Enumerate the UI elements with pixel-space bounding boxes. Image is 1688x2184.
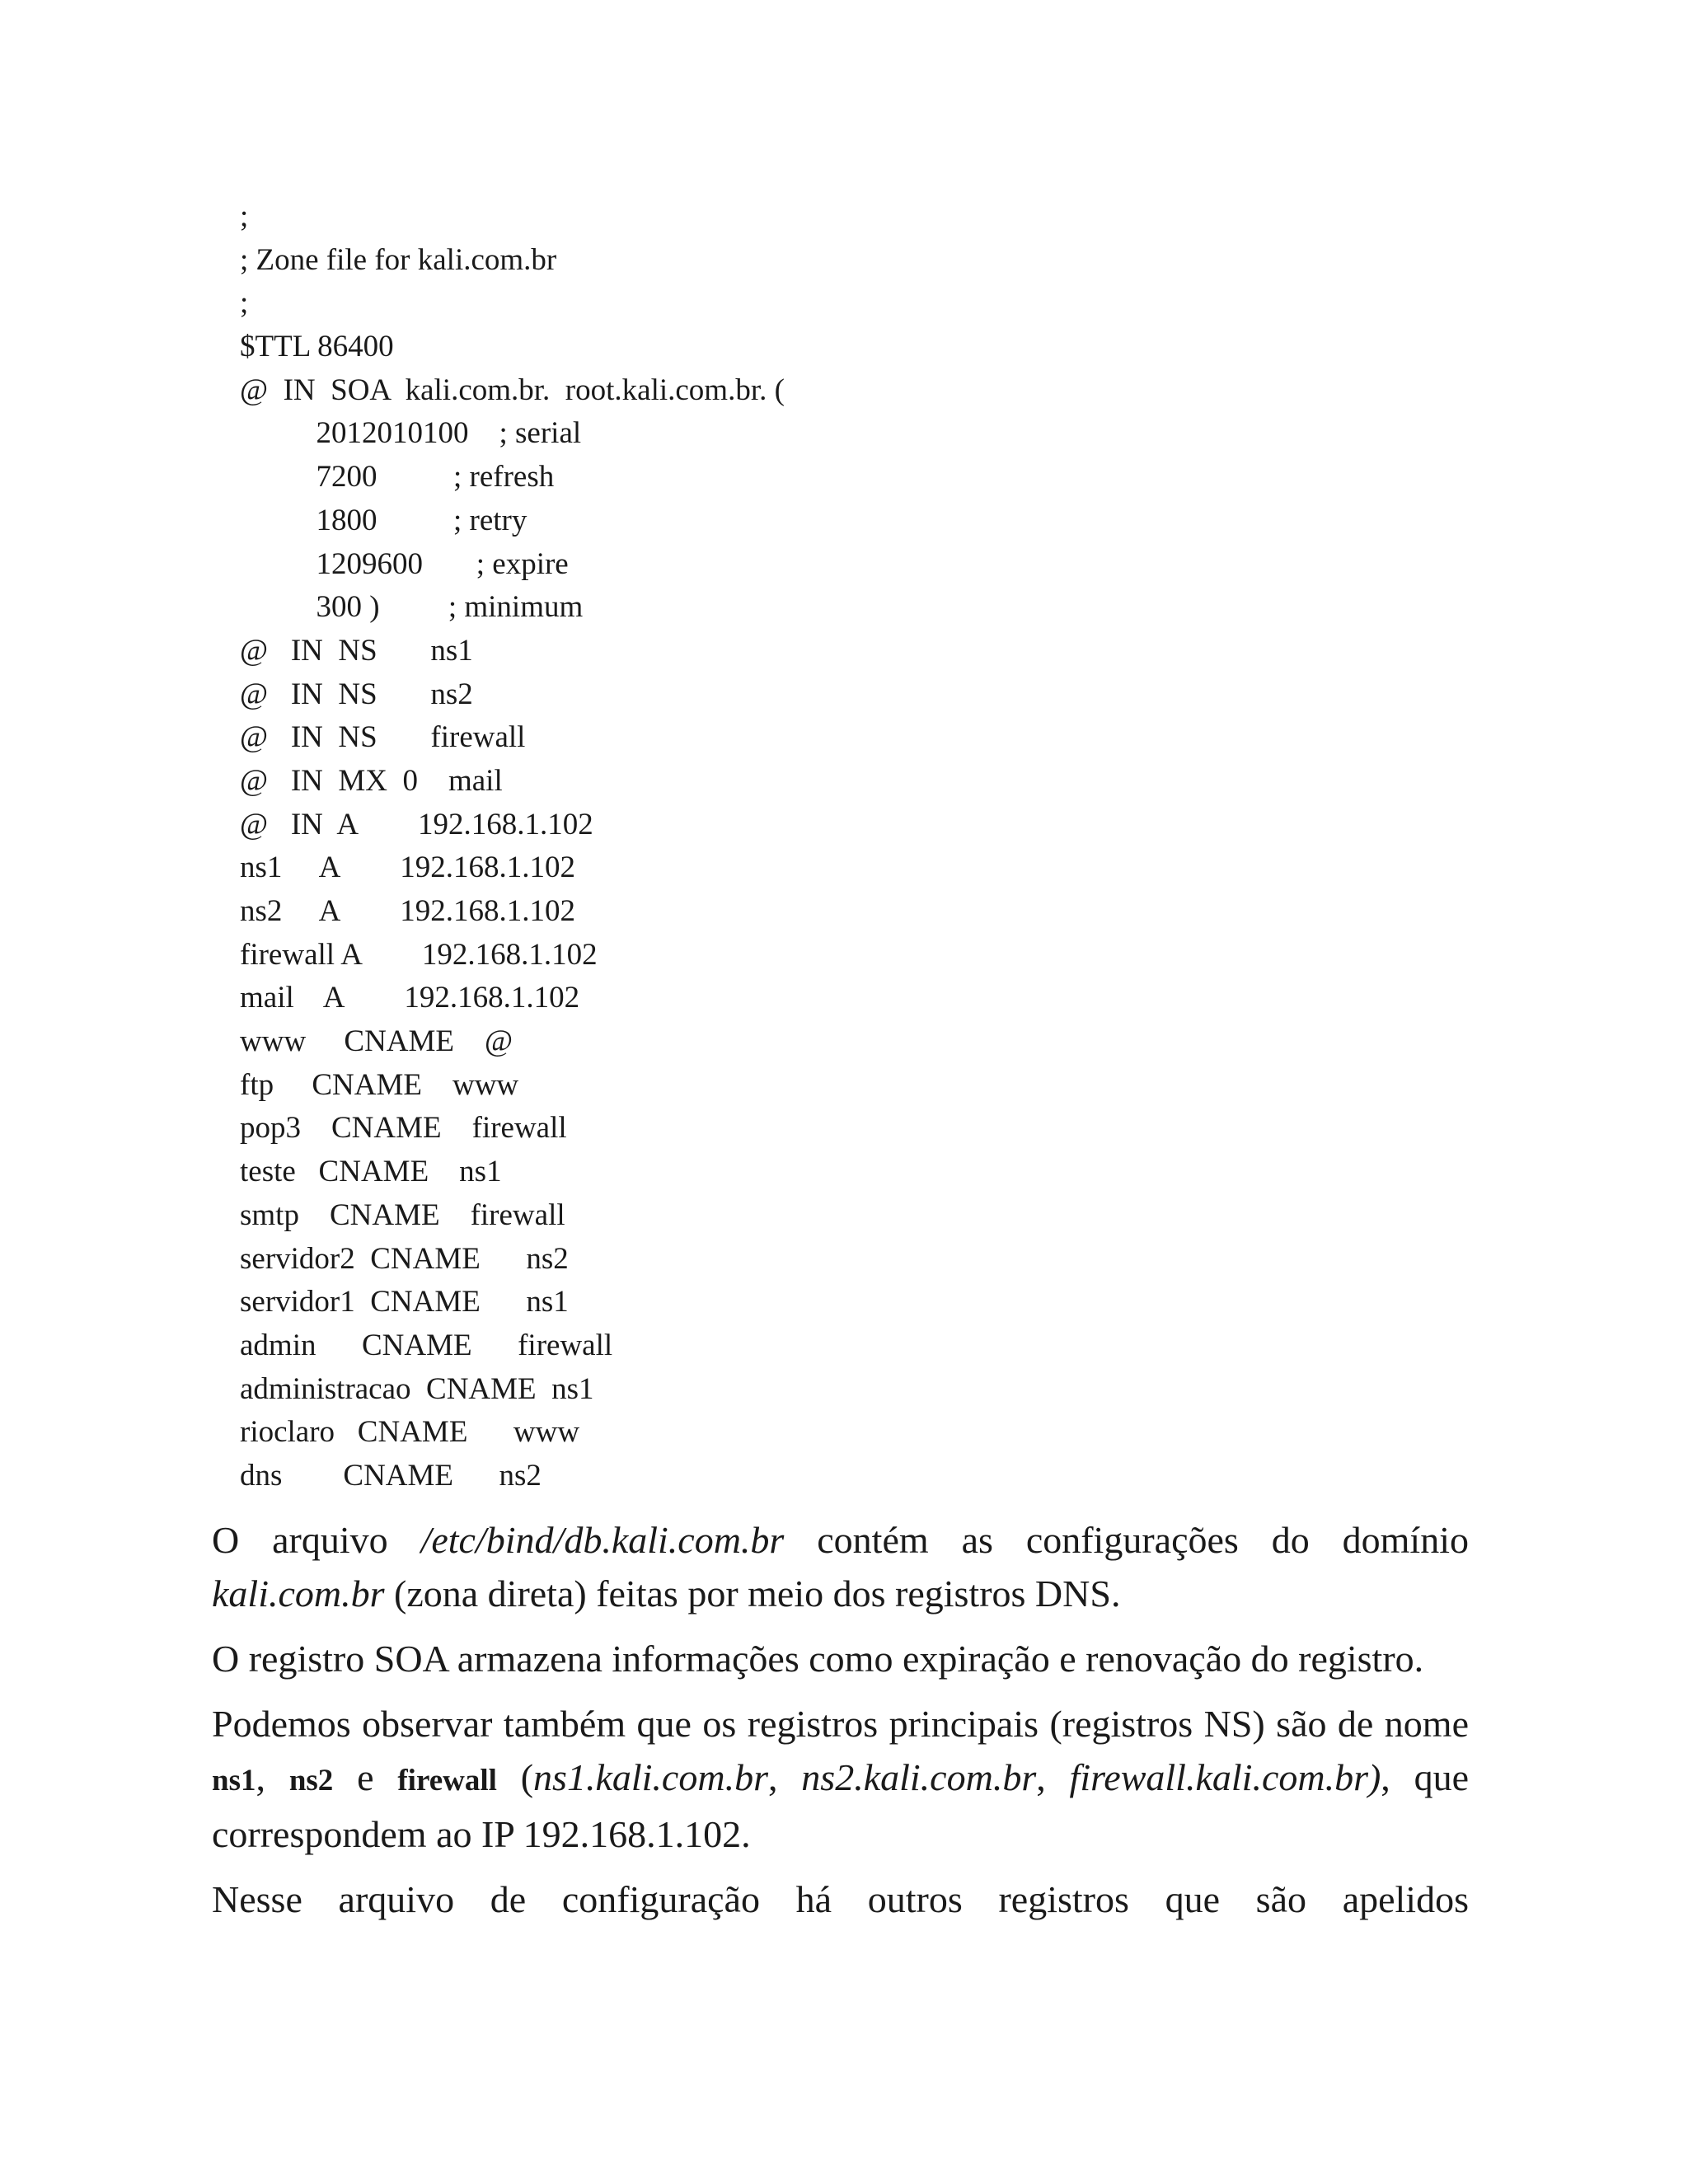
text-run: Nesse arquivo de configuração há outros registros que são apelidos bbox=[212, 1878, 1469, 1920]
domain-name: kali.com.br bbox=[212, 1572, 385, 1615]
body-text bbox=[212, 1513, 1469, 1938]
zone-file-line: @ IN NS ns2 bbox=[240, 677, 473, 711]
text-run: O registro SOA armazena informações como expiração e renovação do registro. bbox=[212, 1638, 1424, 1680]
paragraph-zone-file-description bbox=[212, 1513, 1469, 1620]
fqdn: ns1.kali.com.br bbox=[533, 1756, 768, 1798]
zone-file-line: ftp CNAME www bbox=[240, 1067, 519, 1102]
text-run: O arquivo bbox=[212, 1519, 421, 1561]
zone-file-line: mail A 192.168.1.102 bbox=[240, 981, 580, 1015]
zone-file-line: servidor2 CNAME ns2 bbox=[240, 1241, 569, 1276]
zone-file-line: servidor1 CNAME ns1 bbox=[240, 1285, 569, 1319]
zone-file-line: ; bbox=[240, 286, 249, 321]
text-run: , que correspondem ao IP 192.168.1.102. bbox=[212, 1756, 1470, 1855]
zone-file-line: @ IN NS ns1 bbox=[240, 633, 473, 668]
record-name: firewall bbox=[397, 1764, 497, 1797]
zone-file-line: @ IN MX 0 mail bbox=[240, 763, 503, 798]
zone-file-listing bbox=[240, 195, 1229, 1498]
zone-file-line: 7200 ; refresh bbox=[240, 460, 555, 494]
zone-file-line: ; bbox=[240, 199, 249, 233]
file-path: /etc/bind/db.kali.com.br bbox=[420, 1519, 785, 1561]
zone-file-line: 300 ) ; minimum bbox=[240, 590, 584, 625]
record-name: ns1 bbox=[212, 1764, 256, 1797]
text-run: ( bbox=[496, 1756, 534, 1798]
text-run: Podemos observar também que os registros principais (registros NS) são de nome bbox=[212, 1703, 1469, 1745]
zone-file-line: ns1 A 192.168.1.102 bbox=[240, 851, 576, 885]
zone-file-line: @ IN A 192.168.1.102 bbox=[240, 807, 593, 841]
zone-file-line: smtp CNAME firewall bbox=[240, 1197, 565, 1232]
zone-file-line: 2012010100 ; serial bbox=[240, 416, 582, 451]
zone-file-line: 1800 ; retry bbox=[240, 503, 528, 537]
fqdn: firewall.kali.com.br) bbox=[1069, 1756, 1381, 1798]
zone-file-line: $TTL 86400 bbox=[240, 330, 394, 364]
text-run: , bbox=[767, 1756, 802, 1798]
zone-file-line: ns2 A 192.168.1.102 bbox=[240, 894, 576, 928]
zone-file-line: dns CNAME ns2 bbox=[240, 1458, 542, 1493]
paragraph-ns-records bbox=[212, 1697, 1469, 1861]
zone-file-line: ; Zone file for kali.com.br bbox=[240, 242, 557, 277]
paragraph-soa-description bbox=[212, 1632, 1469, 1685]
text-run: , bbox=[256, 1756, 289, 1798]
fqdn: ns2.kali.com.br bbox=[801, 1756, 1037, 1798]
zone-file-line: admin CNAME firewall bbox=[240, 1328, 613, 1362]
text-run: contém as configurações do domínio bbox=[784, 1519, 1469, 1561]
text-run: (zona direta) feitas por meio dos registros DNS. bbox=[384, 1572, 1121, 1615]
zone-file-line: 1209600 ; expire bbox=[240, 546, 569, 581]
zone-file-line: rioclaro CNAME www bbox=[240, 1415, 580, 1450]
zone-file-line: @ IN NS firewall bbox=[240, 720, 526, 755]
text-run: e bbox=[333, 1756, 398, 1798]
text-run: , bbox=[1036, 1756, 1070, 1798]
zone-file-line: administracao CNAME ns1 bbox=[240, 1371, 594, 1406]
zone-file-line: @ IN SOA kali.com.br. root.kali.com.br. ( bbox=[240, 373, 785, 407]
zone-file-line: firewall A 192.168.1.102 bbox=[240, 937, 598, 972]
paragraph-aliases bbox=[212, 1872, 1469, 1926]
zone-file-line: teste CNAME ns1 bbox=[240, 1155, 502, 1189]
zone-file-line: www CNAME @ bbox=[240, 1024, 513, 1059]
record-name: ns2 bbox=[288, 1764, 334, 1797]
zone-file-line: pop3 CNAME firewall bbox=[240, 1111, 567, 1146]
